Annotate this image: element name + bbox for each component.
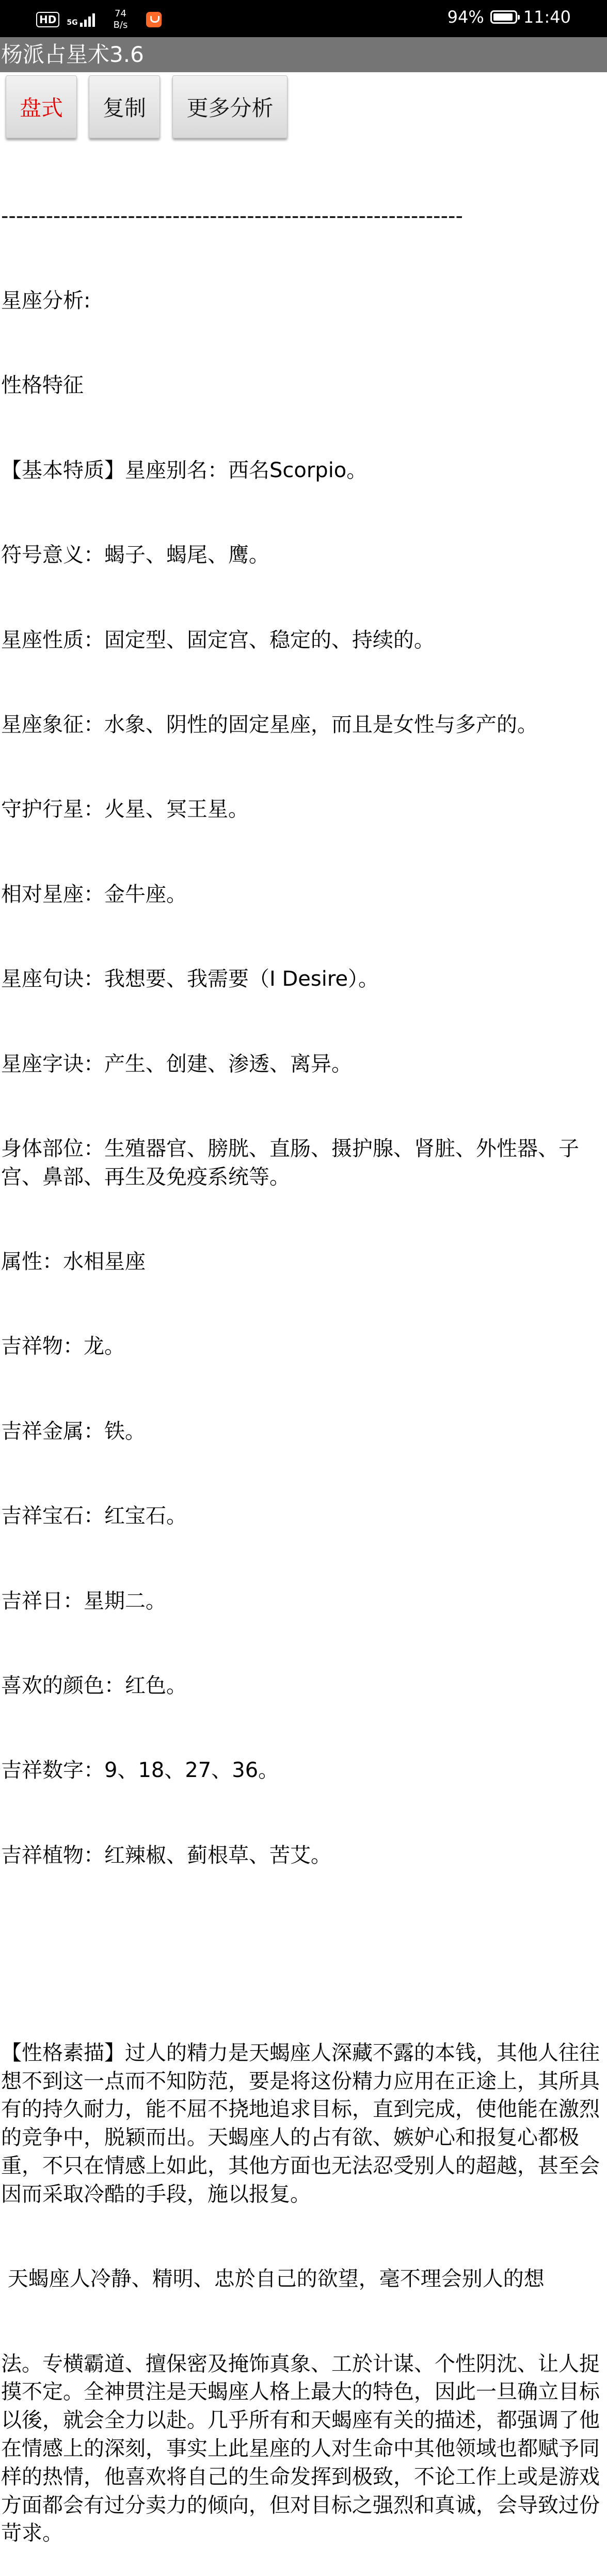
clock: 11:40	[523, 7, 571, 27]
line-lucky-day: 吉祥日：星期二。	[1, 1589, 166, 1613]
line-gem: 吉祥宝石：红宝石。	[1, 1504, 187, 1528]
line-emblem: 星座象征：水象、阴性的固定星座，而且是女性与多产的。	[1, 712, 538, 737]
signal-indicator	[67, 12, 94, 27]
line-ruling-planet: 守护行星：火星、冥王星。	[1, 797, 249, 822]
paragraph-traits-first-line: 天蝎座人冷静、精明、忠於自己的欲望，毫不理会别人的想	[1, 2267, 545, 2291]
divider-line: --------------------------------------------------------------	[1, 204, 463, 228]
app-title: 杨派占星术3.6	[1, 42, 144, 67]
paragraph-personality-sketch: 【性格素描】过人的精力是天蝎座人深藏不露的本钱，其他人往往想不到这一点而不知防范，要是将这份精力应用在正途上，其所具有的持久耐力，能不屈不挠地追求目标，直到完成，使他能在激烈的竞争中，脱颖而出。天蝎座人的占有欲、嫉妒心和报复心都极重，不只在情感上如此，其他方面也无法忍受别人的超越，甚至会因而采取冷酷的手段，施以报复。	[1, 2041, 600, 2206]
paragraph-traits: 法。专横霸道、擅保密及掩饰真象、工於计谋、个性阴沈、让人捉摸不定。全神贯注是天蝎座人格上最大的特色，因此一旦确立目标以後，就会全力以赴。几乎所有和天蝎座有关的描述，都强调了他在情感上的深刻，事实上此星座的人对生命中其他领域也都赋予同样的热情，他喜欢将自己的生命发挥到极致，不论工作上或是游戏方面都会有过分卖力的倾向，但对目标之强烈和真诚，会导致过份苛求。	[1, 2352, 600, 2546]
line-body-parts: 身体部位：生殖器官、膀胱、直肠、摄护腺、肾脏、外性器、子宫、鼻部、再生及免疫系统等。	[1, 1136, 579, 1189]
blank-space	[1, 1926, 605, 1982]
status-bar	[0, 0, 607, 37]
line-mascot: 吉祥物：龙。	[1, 1334, 125, 1359]
hd-badge: HD	[36, 12, 59, 27]
battery-percent: 94%	[447, 7, 484, 27]
line-element: 属性：水相星座	[1, 1250, 146, 1274]
status-right	[448, 7, 571, 27]
line-basic-traits: 【基本特质】星座别名：西名Scorpio。	[1, 458, 368, 482]
battery-level	[493, 13, 513, 21]
copy-button[interactable]: 复制	[89, 75, 160, 138]
more-analysis-button[interactable]: 更多分析	[172, 75, 287, 138]
line-symbol: 符号意义：蝎子、蝎尾、鹰。	[1, 543, 269, 567]
notification-app-icon	[146, 12, 162, 27]
battery-icon	[490, 10, 517, 24]
line-keywords: 星座字诀：产生、创建、渗透、离异。	[1, 1052, 352, 1076]
status-left	[36, 8, 162, 31]
line-personality-heading: 性格特征	[1, 373, 84, 398]
toolbar	[0, 72, 607, 144]
line-metal: 吉祥金属：铁。	[1, 1419, 146, 1443]
net-speed-value: 74	[115, 8, 126, 19]
line-nature: 星座性质：固定型、固定宫、稳定的、持续的。	[1, 628, 435, 652]
line-numbers: 吉祥数字：9、18、27、36。	[1, 1758, 279, 1783]
chart-button[interactable]: 盘式	[6, 75, 77, 138]
net-speed-unit: B/s	[113, 20, 128, 30]
analysis-text[interactable]	[1, 145, 605, 2546]
network-speed	[114, 8, 128, 31]
line-analysis-heading: 星座分析:	[1, 288, 91, 313]
line-plants: 吉祥植物：红辣椒、蓟根草、苦艾。	[1, 1843, 331, 1867]
line-opposite-sign: 相对星座：金牛座。	[1, 882, 187, 906]
network-type: 5G	[67, 19, 78, 27]
line-color: 喜欢的颜色：红色。	[1, 1674, 187, 1698]
app-title-bar	[0, 37, 607, 72]
line-motto: 星座句诀：我想要、我需要（I Desire）。	[1, 967, 379, 991]
signal-icon	[80, 12, 95, 27]
